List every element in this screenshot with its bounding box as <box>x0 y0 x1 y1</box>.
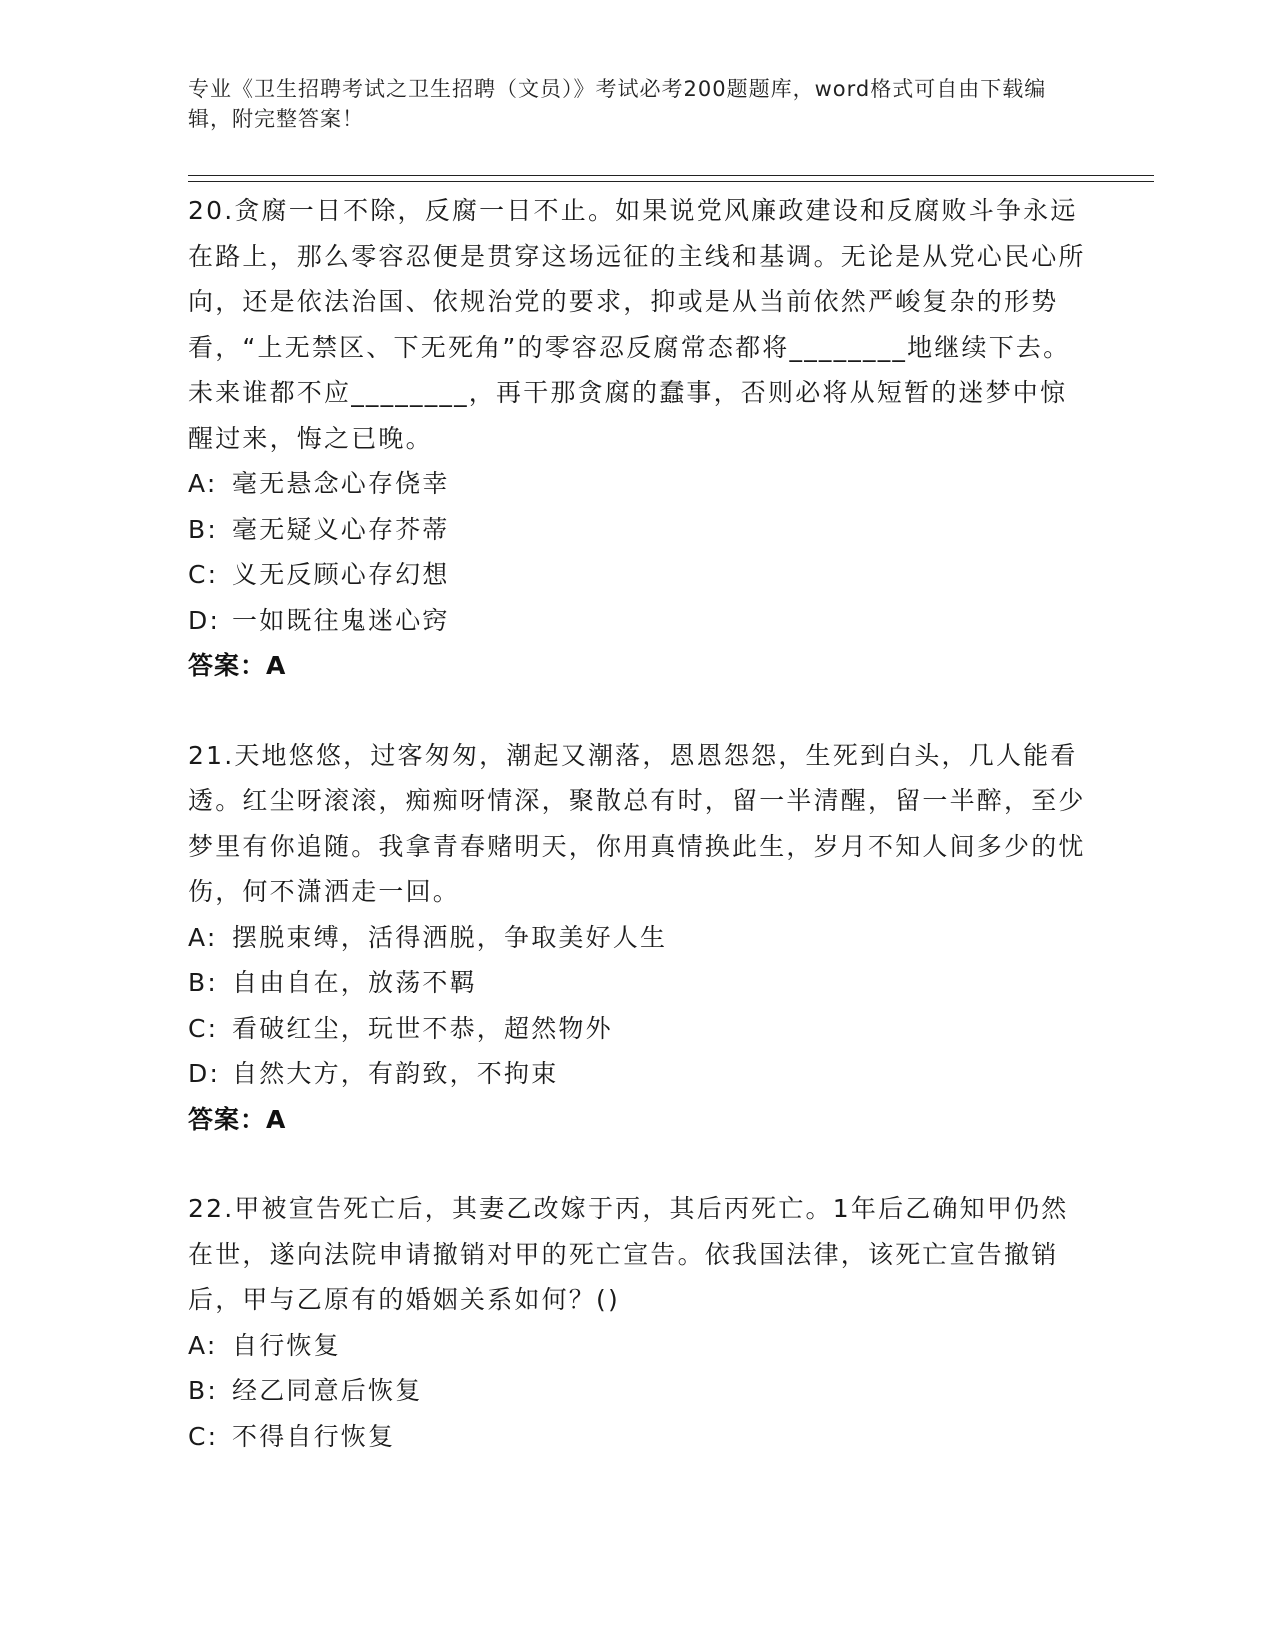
option-label: A: <box>188 469 218 498</box>
question-22 <box>188 1186 1088 1459</box>
document-header: 专业《卫生招聘考试之卫生招聘（文员）》考试必考200题题库，word格式可自由下载编辑，附完整答案！ <box>188 77 1047 131</box>
option-text: 自由自在，放荡不羁 <box>232 968 477 997</box>
question-stem: 22.甲被宣告死亡后，其妻乙改嫁于丙，其后丙死亡。1年后乙确知甲仍然在世，遂向法院申请撤销对甲的死亡宣告。依我国法律，该死亡宣告撤销后，甲与乙原有的婚姻关系如何？() <box>188 1194 1069 1314</box>
answer-line: 答案：A <box>188 1104 287 1134</box>
option-b <box>188 960 1088 1006</box>
question-20 <box>188 188 1088 689</box>
option-text: 看破红尘，玩世不恭，超然物外 <box>232 1013 613 1043</box>
question-spacer <box>188 1142 1088 1186</box>
option-text: 一如既往鬼迷心窍 <box>232 605 450 635</box>
option-c <box>188 552 1088 598</box>
option-text: 摆脱束缚，活得洒脱，争取美好人生 <box>232 922 668 952</box>
header-rule-bottom <box>188 181 1154 182</box>
option-label: B: <box>188 514 218 544</box>
option-label: B: <box>188 1376 218 1405</box>
option-d <box>188 598 1088 644</box>
answer-line: 答案：A <box>188 651 287 680</box>
option-text: 自然大方，有韵致，不拘束 <box>232 1059 559 1088</box>
question-spacer <box>188 689 1088 733</box>
option-c <box>188 1006 1088 1052</box>
option-text: 毫无疑义心存芥蒂 <box>232 514 450 544</box>
option-label: D: <box>188 1059 221 1088</box>
option-label: B: <box>188 968 218 997</box>
question-list <box>188 188 1088 1459</box>
option-label: A: <box>188 1330 218 1360</box>
header-rule-top <box>188 175 1154 176</box>
option-a <box>188 1323 1088 1369</box>
option-text: 毫无悬念心存侥幸 <box>232 469 450 498</box>
option-text: 不得自行恢复 <box>232 1421 396 1451</box>
option-a <box>188 915 1088 961</box>
question-21 <box>188 733 1088 1143</box>
option-text: 自行恢复 <box>232 1330 341 1360</box>
option-d <box>188 1051 1088 1097</box>
option-label: C: <box>188 1421 219 1451</box>
option-label: A: <box>188 922 218 952</box>
option-label: C: <box>188 1013 219 1043</box>
question-stem: 21.天地悠悠，过客匆匆，潮起又潮落，恩恩怨怨，生死到白头，几人能看透。红尘呀滚滚，痴痴呀情深，聚散总有时，留一半清醒，留一半醉，至少梦里有你追随。我拿青春赌明天，你用真情换此生，岁月不知人间多少的忧伤，何不潇洒走一回。 <box>188 740 1086 906</box>
question-stem: 20.贪腐一日不除，反腐一日不止。如果说党风廉政建设和反腐败斗争永远在路上，那么零容忍便是贯穿这场远征的主线和基调。无论是从党心民心所向，还是依法治国、依规治党的要求，抑或是从当前依然严峻复杂的形势看，“上无禁区、下无死角”的零容忍反腐常态都将________地继续下去。未来谁都不应________，再干那贪腐的蠢事，否则必将从短暂的迷梦中惊醒过来，悔之已晚。 <box>188 196 1086 453</box>
option-b <box>188 1368 1088 1414</box>
option-label: C: <box>188 560 219 589</box>
option-c <box>188 1414 1088 1460</box>
option-text: 经乙同意后恢复 <box>232 1376 423 1405</box>
option-label: D: <box>188 605 221 635</box>
option-a <box>188 461 1088 507</box>
option-b <box>188 507 1088 553</box>
option-text: 义无反顾心存幻想 <box>232 560 450 589</box>
